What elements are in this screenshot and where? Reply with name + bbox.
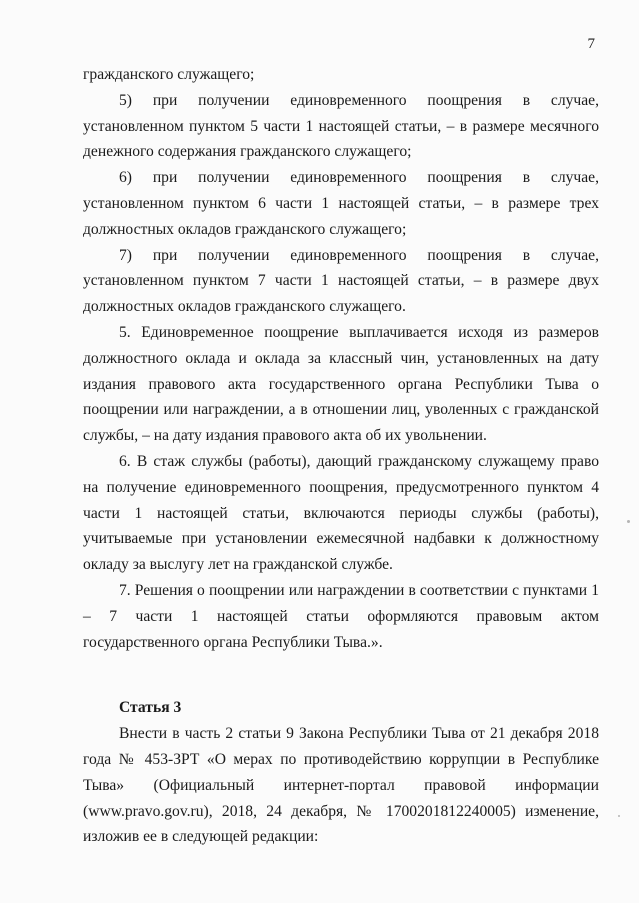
article-3-text: Внести в часть 2 статьи 9 Закона Республики Тыва от 21 декабря 2018 года № 453-ЗРТ «О мерах по противодействию коррупции в Республике Тыва» (Официальный интернет-портал правовой информации (www.pravo.gov.ru), 2018, 24 декабря, № 1700201812240005) изменение, изложив ее в следующей редакции:	[83, 725, 599, 846]
paragraph-item-6: 6) при получении единовременного поощрения в случае, установленном пунктом 6 части 1 настоящей статьи, – в размере трех должностных окладов гражданского служащего;	[83, 169, 599, 238]
scan-artifact	[627, 520, 630, 523]
paragraph-part-7: 7. Решения о поощрении или награждении в соответствии с пунктами 1 – 7 части 1 настоящей статьи оформляются правовым актом государственного органа Республики Тыва.».	[83, 581, 599, 651]
page-number: 7	[587, 36, 595, 52]
paragraph-part-6: 6. В стаж службы (работы), дающий гражданскому служащему право на получение единовременного поощрения, предусмотренного пунктом 4 части 1 настоящей статьи, включаются периоды службы (работы), учитываемые при установлении ежемесячной надбавки к должностному окладу за выслугу лет на гражданской службе.	[83, 452, 599, 574]
article-heading: Статья 3	[119, 699, 182, 717]
section-spacer	[83, 655, 599, 695]
document-body	[83, 62, 599, 850]
paragraph-item-5: 5) при получении единовременного поощрения в случае, установленном пунктом 5 части 1 настоящей статьи, – в размере месячного денежного содержания гражданского служащего;	[83, 91, 599, 161]
paragraph-part-5: 5. Единовременное поощрение выплачивается исходя из размеров должностного оклада и оклада за классный чин, установленных на дату издания правового акта государственного органа Республики Тыва о поощрении или награждении, а в отношении лиц, уволенных с гражданской службы, – на дату издания правового акта об их увольнении.	[83, 323, 599, 445]
paragraph-item-7: 7) при получении единовременного поощрения в случае, установленном пунктом 7 части 1 настоящей статьи, – в размере двух должностных окладов гражданского служащего.	[83, 246, 599, 316]
paragraph-continuation: гражданского служащего;	[83, 66, 255, 83]
scan-artifact	[618, 815, 620, 817]
